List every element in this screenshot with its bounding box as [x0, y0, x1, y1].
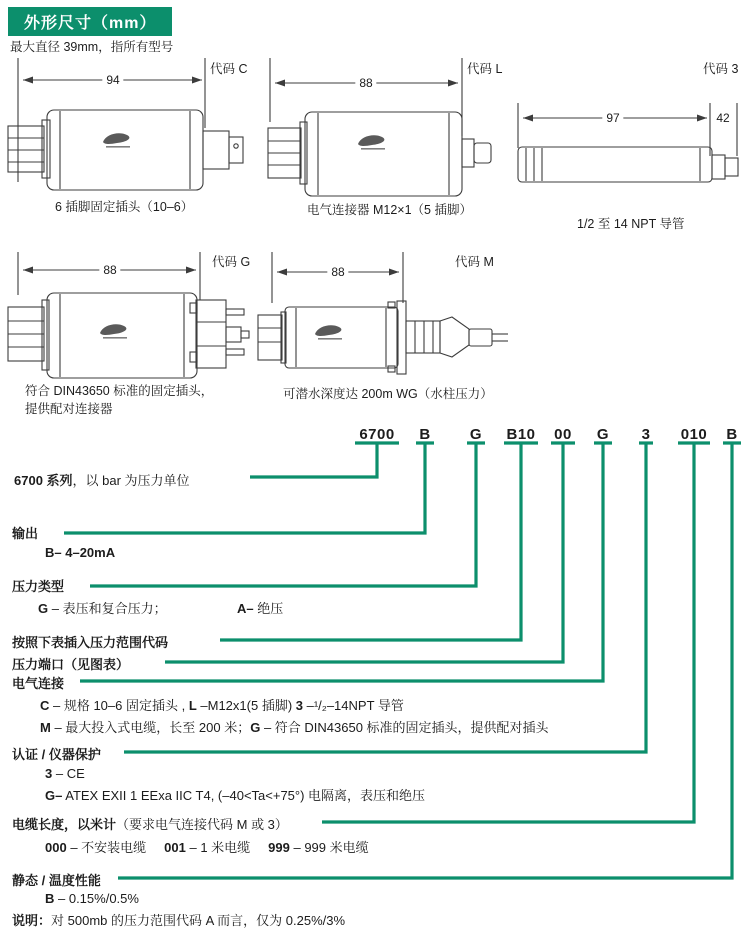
- cable-options: [45, 837, 369, 856]
- pressure-type-g-code: G: [38, 601, 49, 616]
- order-code-electrical: G: [596, 426, 610, 443]
- dimension-88-g: 88: [99, 263, 120, 277]
- order-code-port: 00: [554, 426, 572, 443]
- cert-line1: [45, 766, 85, 781]
- dimension-97: 97: [602, 111, 623, 125]
- cert-3-desc: – CE: [52, 766, 85, 781]
- section-pressure-type-title: 压力类型: [12, 579, 65, 594]
- order-code-connector-lines: [61, 443, 741, 878]
- electrical-l-desc: –M12x1(5 插脚): [196, 698, 296, 713]
- section-electrical-title: 电气连接: [12, 676, 65, 691]
- static-desc: – 0.15%/0.5%: [54, 891, 139, 906]
- gems-logo: [103, 133, 130, 147]
- electrical-line1: [40, 695, 404, 714]
- electrical-m-code: M: [40, 720, 51, 735]
- pressure-type-gauge: [38, 598, 167, 617]
- gems-logo: [358, 135, 385, 149]
- order-code-cable-length: 010: [680, 426, 708, 443]
- order-code-output: B: [419, 426, 431, 443]
- cert-g-code: G–: [45, 788, 63, 803]
- dimension-94: 94: [102, 73, 123, 87]
- electrical-line2: [40, 717, 549, 736]
- sensor-drawing-code-l: [268, 58, 491, 196]
- static-item: [45, 891, 139, 906]
- electrical-m-desc: – 最大投入式电缆，长至 200 米；: [50, 720, 251, 735]
- cert-g-desc: ATEX EXII 1 EExa IIC T4, (–40<Ta<+75°) 电隔离，表压和绝压: [62, 788, 426, 803]
- sensor-drawing-code-c: [8, 58, 243, 190]
- dimension-88-m: 88: [327, 265, 348, 279]
- pressure-type-a-desc: 绝压: [253, 601, 284, 616]
- cert-line2: [45, 785, 425, 804]
- footnote: [12, 910, 345, 929]
- code-label-c: 代码 C: [210, 62, 248, 76]
- cable-title-bold: 电缆长度，以米计: [12, 817, 117, 832]
- gems-logo: [315, 325, 342, 339]
- order-code-cert: 3: [641, 426, 651, 443]
- dimension-42: 42: [712, 111, 733, 125]
- order-code-performance: B: [726, 426, 738, 443]
- electrical-3-desc: –¹/₂–14NPT 导管: [303, 698, 404, 713]
- series-rest: ，以 bar 为压力单位: [72, 473, 190, 488]
- electrical-g-code: G: [250, 720, 261, 735]
- max-diameter-note: 最大直径 39mm，指所有型号: [10, 40, 174, 54]
- series-bold: 6700 系列: [14, 473, 73, 488]
- electrical-c-code: C: [40, 698, 50, 713]
- caption-code-g-line2: 提供配对连接器: [25, 402, 113, 416]
- electrical-c-desc: – 规格 10–6 固定插头 ,: [49, 698, 189, 713]
- page-title: 外形尺寸（mm）: [8, 7, 172, 36]
- caption-code-l: 电气连接器 M12×1（5 插脚）: [307, 203, 472, 217]
- static-code: B: [45, 891, 55, 906]
- section-cert-title: 认证 / 仪器保护: [12, 747, 101, 762]
- pressure-type-g-desc: – 表压和复合压力；: [48, 601, 167, 616]
- order-code-pressure-type: G: [469, 426, 483, 443]
- output-code: B–: [45, 545, 62, 560]
- section-output-title: 输出: [12, 526, 39, 541]
- electrical-g-desc: – 符合 DIN43650 标准的固定插头，提供配对插头: [260, 720, 549, 735]
- section-cable-title: [12, 814, 288, 833]
- order-code-series: 6700: [359, 426, 395, 443]
- order-code-range: B10: [506, 426, 536, 443]
- caption-code-g-line1: 符合 DIN43650 标准的固定插头，: [25, 384, 214, 398]
- cable-title-rest: （要求电气连接代码 M 或 3）: [116, 817, 288, 832]
- code-label-m: 代码 M: [455, 255, 494, 269]
- pressure-type-a-code: A–: [237, 601, 254, 616]
- code-label-l: 代码 L: [467, 62, 503, 76]
- output-item: [45, 545, 115, 560]
- footnote-text: 对 500mb 的压力范围代码 A 而言，仅为 0.25%/3%: [51, 913, 346, 928]
- section-series: [14, 470, 190, 489]
- sensor-drawing-code-g: [8, 252, 249, 378]
- caption-code-c: 6 插脚固定插头（10–6）: [55, 200, 194, 214]
- section-range-title: 按照下表插入压力范围代码: [12, 635, 169, 650]
- caption-code-3: 1/2 至 14 NPT 导管: [577, 217, 685, 231]
- cable-option-999: 999 – 999 米电缆: [268, 840, 369, 855]
- sensor-drawing-code-3: [518, 103, 738, 182]
- cable-option-001: 001 – 1 米电缆: [164, 840, 251, 855]
- cable-option-000: 000 – 不安装电缆: [45, 840, 147, 855]
- electrical-l-code: L: [188, 698, 197, 713]
- code-label-g: 代码 G: [212, 255, 251, 269]
- pressure-type-absolute: [237, 598, 283, 617]
- output-desc: 4–20mA: [61, 545, 116, 560]
- sensor-drawing-code-m: [258, 252, 508, 374]
- section-static-title: 静态 / 温度性能: [12, 873, 101, 888]
- section-port-title: 压力端口（见图表）: [12, 657, 130, 672]
- cert-3-code: 3: [45, 766, 53, 781]
- footnote-label: 说明：: [12, 913, 52, 928]
- gems-logo: [100, 324, 127, 338]
- caption-code-m: 可潜水深度达 200m WG（水柱压力）: [283, 387, 493, 401]
- code-label-3: 代码 3: [703, 62, 739, 76]
- electrical-3-code: 3: [295, 698, 303, 713]
- dimension-88-l: 88: [355, 76, 376, 90]
